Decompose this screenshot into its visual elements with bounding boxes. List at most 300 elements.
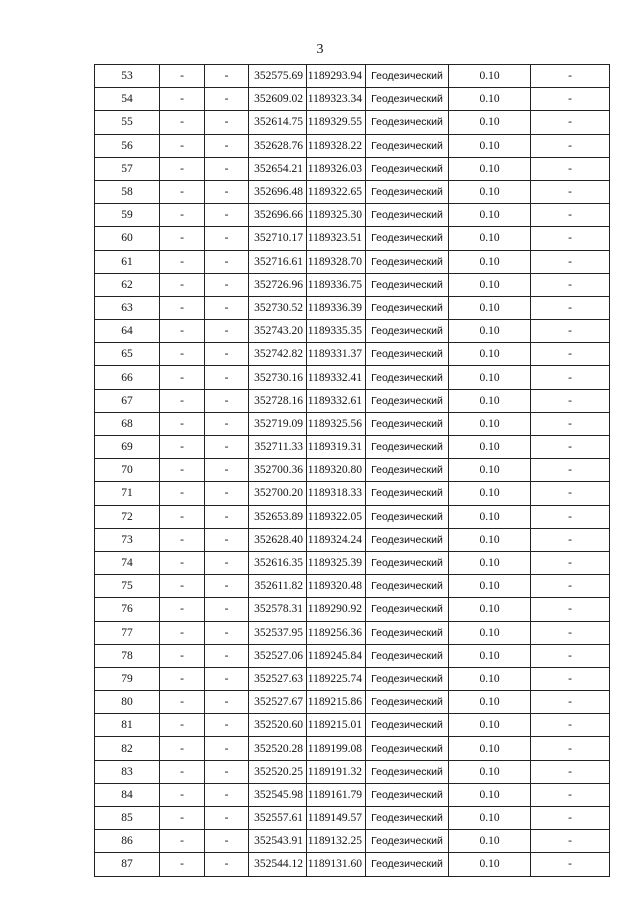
note-cell: - (531, 389, 610, 412)
method-cell: Геодезический (366, 830, 449, 853)
dash-cell-a: - (160, 180, 205, 203)
y-coordinate-cell: 1189328.22 (307, 134, 366, 157)
y-coordinate-cell: 1189215.86 (307, 691, 366, 714)
note-cell: - (531, 227, 610, 250)
dash-cell-a: - (160, 320, 205, 343)
x-coordinate-cell: 352730.52 (249, 296, 307, 319)
table-row (95, 88, 610, 111)
accuracy-cell: 0.10 (449, 714, 531, 737)
dash-cell-a: - (160, 714, 205, 737)
method-cell: Геодезический (366, 737, 449, 760)
table-row (95, 737, 610, 760)
x-coordinate-cell: 352520.60 (249, 714, 307, 737)
method-cell: Геодезический (366, 296, 449, 319)
y-coordinate-cell: 1189199.08 (307, 737, 366, 760)
dash-cell-a: - (160, 551, 205, 574)
method-cell: Геодезический (366, 412, 449, 435)
method-cell: Геодезический (366, 482, 449, 505)
dash-cell-b: - (205, 436, 249, 459)
accuracy-cell: 0.10 (449, 575, 531, 598)
method-cell: Геодезический (366, 250, 449, 273)
point-number-cell: 78 (95, 644, 160, 667)
x-coordinate-cell: 352710.17 (249, 227, 307, 250)
note-cell: - (531, 412, 610, 435)
method-cell: Геодезический (366, 551, 449, 574)
x-coordinate-cell: 352520.25 (249, 760, 307, 783)
accuracy-cell: 0.10 (449, 760, 531, 783)
accuracy-cell: 0.10 (449, 551, 531, 574)
y-coordinate-cell: 1189332.61 (307, 389, 366, 412)
dash-cell-b: - (205, 551, 249, 574)
accuracy-cell: 0.10 (449, 412, 531, 435)
y-coordinate-cell: 1189329.55 (307, 111, 366, 134)
point-number-cell: 58 (95, 180, 160, 203)
x-coordinate-cell: 352700.36 (249, 459, 307, 482)
method-cell: Геодезический (366, 691, 449, 714)
dash-cell-a: - (160, 667, 205, 690)
point-number-cell: 80 (95, 691, 160, 714)
table-row (95, 111, 610, 134)
dash-cell-a: - (160, 505, 205, 528)
accuracy-cell: 0.10 (449, 459, 531, 482)
method-cell: Геодезический (366, 273, 449, 296)
dash-cell-b: - (205, 65, 249, 88)
y-coordinate-cell: 1189325.39 (307, 551, 366, 574)
x-coordinate-cell: 352578.31 (249, 598, 307, 621)
method-cell: Геодезический (366, 343, 449, 366)
dash-cell-b: - (205, 111, 249, 134)
x-coordinate-cell: 352527.63 (249, 667, 307, 690)
point-number-cell: 86 (95, 830, 160, 853)
method-cell: Геодезический (366, 111, 449, 134)
note-cell: - (531, 807, 610, 830)
note-cell: - (531, 714, 610, 737)
accuracy-cell: 0.10 (449, 389, 531, 412)
y-coordinate-cell: 1189318.33 (307, 482, 366, 505)
method-cell: Геодезический (366, 807, 449, 830)
accuracy-cell: 0.10 (449, 436, 531, 459)
accuracy-cell: 0.10 (449, 343, 531, 366)
point-number-cell: 53 (95, 65, 160, 88)
table-row (95, 482, 610, 505)
x-coordinate-cell: 352611.82 (249, 575, 307, 598)
y-coordinate-cell: 1189215.01 (307, 714, 366, 737)
note-cell: - (531, 760, 610, 783)
accuracy-cell: 0.10 (449, 621, 531, 644)
table-row (95, 389, 610, 412)
y-coordinate-cell: 1189225.74 (307, 667, 366, 690)
x-coordinate-cell: 352726.96 (249, 273, 307, 296)
table-row (95, 273, 610, 296)
x-coordinate-cell: 352696.66 (249, 204, 307, 227)
point-number-cell: 54 (95, 88, 160, 111)
note-cell: - (531, 273, 610, 296)
accuracy-cell: 0.10 (449, 830, 531, 853)
note-cell: - (531, 853, 610, 876)
accuracy-cell: 0.10 (449, 505, 531, 528)
dash-cell-a: - (160, 343, 205, 366)
point-number-cell: 74 (95, 551, 160, 574)
dash-cell-b: - (205, 157, 249, 180)
accuracy-cell: 0.10 (449, 853, 531, 876)
y-coordinate-cell: 1189323.34 (307, 88, 366, 111)
table-row (95, 250, 610, 273)
dash-cell-b: - (205, 366, 249, 389)
dash-cell-a: - (160, 528, 205, 551)
method-cell: Геодезический (366, 505, 449, 528)
dash-cell-b: - (205, 227, 249, 250)
x-coordinate-cell: 352527.67 (249, 691, 307, 714)
method-cell: Геодезический (366, 134, 449, 157)
y-coordinate-cell: 1189131.60 (307, 853, 366, 876)
dash-cell-a: - (160, 389, 205, 412)
y-coordinate-cell: 1189319.31 (307, 436, 366, 459)
y-coordinate-cell: 1189320.80 (307, 459, 366, 482)
dash-cell-b: - (205, 807, 249, 830)
dash-cell-b: - (205, 691, 249, 714)
note-cell: - (531, 88, 610, 111)
dash-cell-a: - (160, 691, 205, 714)
x-coordinate-cell: 352520.28 (249, 737, 307, 760)
note-cell: - (531, 575, 610, 598)
note-cell: - (531, 459, 610, 482)
note-cell: - (531, 436, 610, 459)
x-coordinate-cell: 352614.75 (249, 111, 307, 134)
note-cell: - (531, 482, 610, 505)
accuracy-cell: 0.10 (449, 250, 531, 273)
note-cell: - (531, 644, 610, 667)
method-cell: Геодезический (366, 853, 449, 876)
point-number-cell: 87 (95, 853, 160, 876)
dash-cell-a: - (160, 853, 205, 876)
dash-cell-a: - (160, 737, 205, 760)
note-cell: - (531, 737, 610, 760)
note-cell: - (531, 134, 610, 157)
table-row (95, 551, 610, 574)
table-row (95, 621, 610, 644)
point-number-cell: 55 (95, 111, 160, 134)
method-cell: Геодезический (366, 760, 449, 783)
y-coordinate-cell: 1189149.57 (307, 807, 366, 830)
dash-cell-a: - (160, 436, 205, 459)
point-number-cell: 57 (95, 157, 160, 180)
table-row (95, 180, 610, 203)
dash-cell-b: - (205, 575, 249, 598)
y-coordinate-cell: 1189290.92 (307, 598, 366, 621)
accuracy-cell: 0.10 (449, 482, 531, 505)
table-row (95, 783, 610, 806)
point-number-cell: 76 (95, 598, 160, 621)
table-row (95, 575, 610, 598)
x-coordinate-cell: 352742.82 (249, 343, 307, 366)
method-cell: Геодезический (366, 644, 449, 667)
x-coordinate-cell: 352527.06 (249, 644, 307, 667)
point-number-cell: 63 (95, 296, 160, 319)
note-cell: - (531, 505, 610, 528)
x-coordinate-cell: 352743.20 (249, 320, 307, 343)
note-cell: - (531, 343, 610, 366)
point-number-cell: 85 (95, 807, 160, 830)
x-coordinate-cell: 352537.95 (249, 621, 307, 644)
note-cell: - (531, 366, 610, 389)
table-row (95, 760, 610, 783)
y-coordinate-cell: 1189336.75 (307, 273, 366, 296)
dash-cell-a: - (160, 644, 205, 667)
table-row (95, 459, 610, 482)
accuracy-cell: 0.10 (449, 88, 531, 111)
y-coordinate-cell: 1189325.56 (307, 412, 366, 435)
point-number-cell: 56 (95, 134, 160, 157)
point-number-cell: 61 (95, 250, 160, 273)
point-number-cell: 60 (95, 227, 160, 250)
accuracy-cell: 0.10 (449, 667, 531, 690)
table-row (95, 204, 610, 227)
dash-cell-b: - (205, 296, 249, 319)
y-coordinate-cell: 1189191.32 (307, 760, 366, 783)
y-coordinate-cell: 1189336.39 (307, 296, 366, 319)
x-coordinate-cell: 352653.89 (249, 505, 307, 528)
coordinates-table-body (95, 65, 610, 877)
dash-cell-b: - (205, 343, 249, 366)
method-cell: Геодезический (366, 598, 449, 621)
y-coordinate-cell: 1189293.94 (307, 65, 366, 88)
x-coordinate-cell: 352609.02 (249, 88, 307, 111)
y-coordinate-cell: 1189331.37 (307, 343, 366, 366)
dash-cell-a: - (160, 65, 205, 88)
x-coordinate-cell: 352719.09 (249, 412, 307, 435)
accuracy-cell: 0.10 (449, 598, 531, 621)
dash-cell-a: - (160, 296, 205, 319)
y-coordinate-cell: 1189256.36 (307, 621, 366, 644)
table-row (95, 853, 610, 876)
point-number-cell: 71 (95, 482, 160, 505)
accuracy-cell: 0.10 (449, 737, 531, 760)
method-cell: Геодезический (366, 667, 449, 690)
table-row (95, 157, 610, 180)
accuracy-cell: 0.10 (449, 157, 531, 180)
dash-cell-b: - (205, 180, 249, 203)
x-coordinate-cell: 352696.48 (249, 180, 307, 203)
note-cell: - (531, 296, 610, 319)
table-row (95, 227, 610, 250)
note-cell: - (531, 65, 610, 88)
dash-cell-a: - (160, 250, 205, 273)
accuracy-cell: 0.10 (449, 180, 531, 203)
accuracy-cell: 0.10 (449, 134, 531, 157)
x-coordinate-cell: 352728.16 (249, 389, 307, 412)
y-coordinate-cell: 1189322.65 (307, 180, 366, 203)
dash-cell-b: - (205, 760, 249, 783)
point-number-cell: 69 (95, 436, 160, 459)
accuracy-cell: 0.10 (449, 366, 531, 389)
table-row (95, 366, 610, 389)
point-number-cell: 66 (95, 366, 160, 389)
point-number-cell: 84 (95, 783, 160, 806)
table-row (95, 830, 610, 853)
method-cell: Геодезический (366, 575, 449, 598)
note-cell: - (531, 783, 610, 806)
dash-cell-b: - (205, 621, 249, 644)
accuracy-cell: 0.10 (449, 65, 531, 88)
dash-cell-a: - (160, 111, 205, 134)
dash-cell-a: - (160, 807, 205, 830)
note-cell: - (531, 111, 610, 134)
point-number-cell: 64 (95, 320, 160, 343)
accuracy-cell: 0.10 (449, 227, 531, 250)
x-coordinate-cell: 352545.98 (249, 783, 307, 806)
y-coordinate-cell: 1189322.05 (307, 505, 366, 528)
accuracy-cell: 0.10 (449, 528, 531, 551)
dash-cell-a: - (160, 598, 205, 621)
dash-cell-a: - (160, 482, 205, 505)
method-cell: Геодезический (366, 65, 449, 88)
table-row (95, 598, 610, 621)
method-cell: Геодезический (366, 459, 449, 482)
table-row (95, 320, 610, 343)
x-coordinate-cell: 352543.91 (249, 830, 307, 853)
dash-cell-b: - (205, 737, 249, 760)
dash-cell-a: - (160, 760, 205, 783)
note-cell: - (531, 250, 610, 273)
dash-cell-b: - (205, 667, 249, 690)
dash-cell-b: - (205, 482, 249, 505)
y-coordinate-cell: 1189323.51 (307, 227, 366, 250)
dash-cell-a: - (160, 830, 205, 853)
accuracy-cell: 0.10 (449, 296, 531, 319)
note-cell: - (531, 691, 610, 714)
method-cell: Геодезический (366, 180, 449, 203)
y-coordinate-cell: 1189328.70 (307, 250, 366, 273)
dash-cell-b: - (205, 853, 249, 876)
accuracy-cell: 0.10 (449, 783, 531, 806)
method-cell: Геодезический (366, 227, 449, 250)
y-coordinate-cell: 1189325.30 (307, 204, 366, 227)
dash-cell-b: - (205, 528, 249, 551)
table-row (95, 65, 610, 88)
x-coordinate-cell: 352544.12 (249, 853, 307, 876)
x-coordinate-cell: 352654.21 (249, 157, 307, 180)
point-number-cell: 75 (95, 575, 160, 598)
x-coordinate-cell: 352730.16 (249, 366, 307, 389)
note-cell: - (531, 598, 610, 621)
note-cell: - (531, 667, 610, 690)
x-coordinate-cell: 352700.20 (249, 482, 307, 505)
point-number-cell: 77 (95, 621, 160, 644)
dash-cell-a: - (160, 575, 205, 598)
y-coordinate-cell: 1189161.79 (307, 783, 366, 806)
dash-cell-a: - (160, 227, 205, 250)
y-coordinate-cell: 1189335.35 (307, 320, 366, 343)
note-cell: - (531, 621, 610, 644)
point-number-cell: 68 (95, 412, 160, 435)
method-cell: Геодезический (366, 389, 449, 412)
y-coordinate-cell: 1189326.03 (307, 157, 366, 180)
table-row (95, 667, 610, 690)
table-row (95, 644, 610, 667)
note-cell: - (531, 320, 610, 343)
dash-cell-b: - (205, 204, 249, 227)
point-number-cell: 67 (95, 389, 160, 412)
dash-cell-b: - (205, 644, 249, 667)
table-row (95, 691, 610, 714)
x-coordinate-cell: 352575.69 (249, 65, 307, 88)
point-number-cell: 79 (95, 667, 160, 690)
accuracy-cell: 0.10 (449, 644, 531, 667)
dash-cell-a: - (160, 621, 205, 644)
dash-cell-b: - (205, 88, 249, 111)
method-cell: Геодезический (366, 436, 449, 459)
table-row (95, 412, 610, 435)
dash-cell-b: - (205, 459, 249, 482)
method-cell: Геодезический (366, 204, 449, 227)
method-cell: Геодезический (366, 783, 449, 806)
x-coordinate-cell: 352628.76 (249, 134, 307, 157)
dash-cell-b: - (205, 273, 249, 296)
accuracy-cell: 0.10 (449, 807, 531, 830)
dash-cell-b: - (205, 598, 249, 621)
method-cell: Геодезический (366, 88, 449, 111)
table-row (95, 505, 610, 528)
note-cell: - (531, 551, 610, 574)
point-number-cell: 83 (95, 760, 160, 783)
table-row (95, 714, 610, 737)
dash-cell-a: - (160, 134, 205, 157)
y-coordinate-cell: 1189132.25 (307, 830, 366, 853)
table-row (95, 807, 610, 830)
method-cell: Геодезический (366, 366, 449, 389)
y-coordinate-cell: 1189245.84 (307, 644, 366, 667)
method-cell: Геодезический (366, 621, 449, 644)
dash-cell-a: - (160, 204, 205, 227)
note-cell: - (531, 528, 610, 551)
dash-cell-b: - (205, 412, 249, 435)
dash-cell-a: - (160, 273, 205, 296)
page-number: 3 (316, 42, 324, 57)
dash-cell-a: - (160, 88, 205, 111)
accuracy-cell: 0.10 (449, 273, 531, 296)
dash-cell-b: - (205, 134, 249, 157)
accuracy-cell: 0.10 (449, 204, 531, 227)
y-coordinate-cell: 1189332.41 (307, 366, 366, 389)
point-number-cell: 62 (95, 273, 160, 296)
y-coordinate-cell: 1189320.48 (307, 575, 366, 598)
accuracy-cell: 0.10 (449, 111, 531, 134)
dash-cell-b: - (205, 389, 249, 412)
dash-cell-a: - (160, 412, 205, 435)
point-number-cell: 72 (95, 505, 160, 528)
table-row (95, 343, 610, 366)
note-cell: - (531, 180, 610, 203)
dash-cell-b: - (205, 320, 249, 343)
point-number-cell: 81 (95, 714, 160, 737)
table-row (95, 134, 610, 157)
note-cell: - (531, 157, 610, 180)
note-cell: - (531, 204, 610, 227)
dash-cell-b: - (205, 250, 249, 273)
x-coordinate-cell: 352557.61 (249, 807, 307, 830)
x-coordinate-cell: 352716.61 (249, 250, 307, 273)
dash-cell-a: - (160, 783, 205, 806)
dash-cell-a: - (160, 157, 205, 180)
dash-cell-a: - (160, 459, 205, 482)
note-cell: - (531, 830, 610, 853)
method-cell: Геодезический (366, 528, 449, 551)
table-row (95, 436, 610, 459)
dash-cell-b: - (205, 505, 249, 528)
x-coordinate-cell: 352711.33 (249, 436, 307, 459)
method-cell: Геодезический (366, 320, 449, 343)
point-number-cell: 73 (95, 528, 160, 551)
